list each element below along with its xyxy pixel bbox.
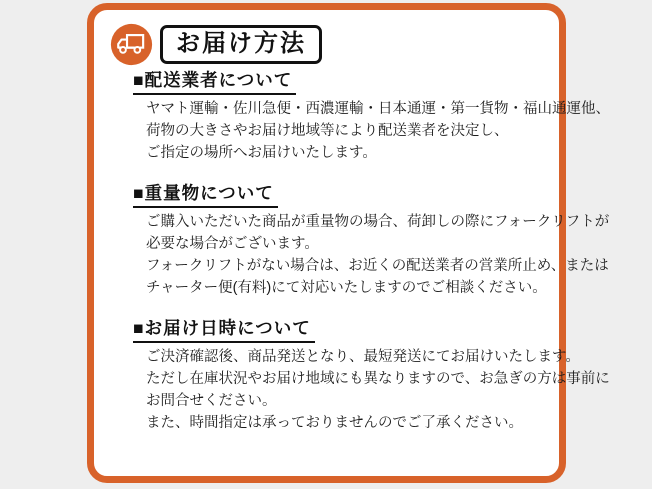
section-body: [146, 98, 610, 164]
text-line: また、時間指定は承っておりませんのでご了承ください。: [146, 415, 523, 431]
section-heavy-items: [133, 180, 610, 299]
section-heading: ■配送業者について: [133, 67, 296, 95]
section-carriers: [133, 67, 610, 164]
text-line: ヤマト運輸・佐川急便・西濃運輸・日本通運・第一貨物・福山通運他、: [146, 101, 610, 117]
panel-content: [94, 10, 610, 434]
text-line: 荷物の大きさやお届け地域等により配送業者を決定し、: [146, 123, 509, 139]
text-line: 必要な場合がございます。: [146, 236, 319, 252]
text-line: お問合せください。: [146, 393, 277, 409]
text-line: ご購入いただいた商品が重量物の場合、荷卸しの際にフォークリフトが: [146, 214, 610, 230]
text-line: ご決済確認後、商品発送となり、最短発送にてお届けいたします。: [146, 349, 580, 365]
section-body: [146, 211, 610, 299]
section-delivery-datetime: [133, 315, 610, 434]
page-title: お届け方法: [160, 25, 322, 65]
text-line: チャーター便(有料)にて対応いたしますのでご相談ください。: [146, 280, 547, 296]
panel-header: [110, 23, 547, 66]
section-heading: ■重量物について: [133, 180, 278, 208]
truck-icon: [110, 23, 153, 66]
text-line: ただし在庫状況やお届け地域にも異なりますので、お急ぎの方は事前に: [146, 371, 610, 387]
section-heading: ■お届け日時について: [133, 315, 315, 343]
sections-container: [133, 67, 610, 434]
section-body: [146, 346, 610, 434]
delivery-info-panel: [87, 3, 610, 483]
text-line: フォークリフトがない場合は、お近くの配送業者の営業所止め、または: [146, 258, 609, 274]
text-line: ご指定の場所へお届けいたします。: [146, 145, 377, 161]
